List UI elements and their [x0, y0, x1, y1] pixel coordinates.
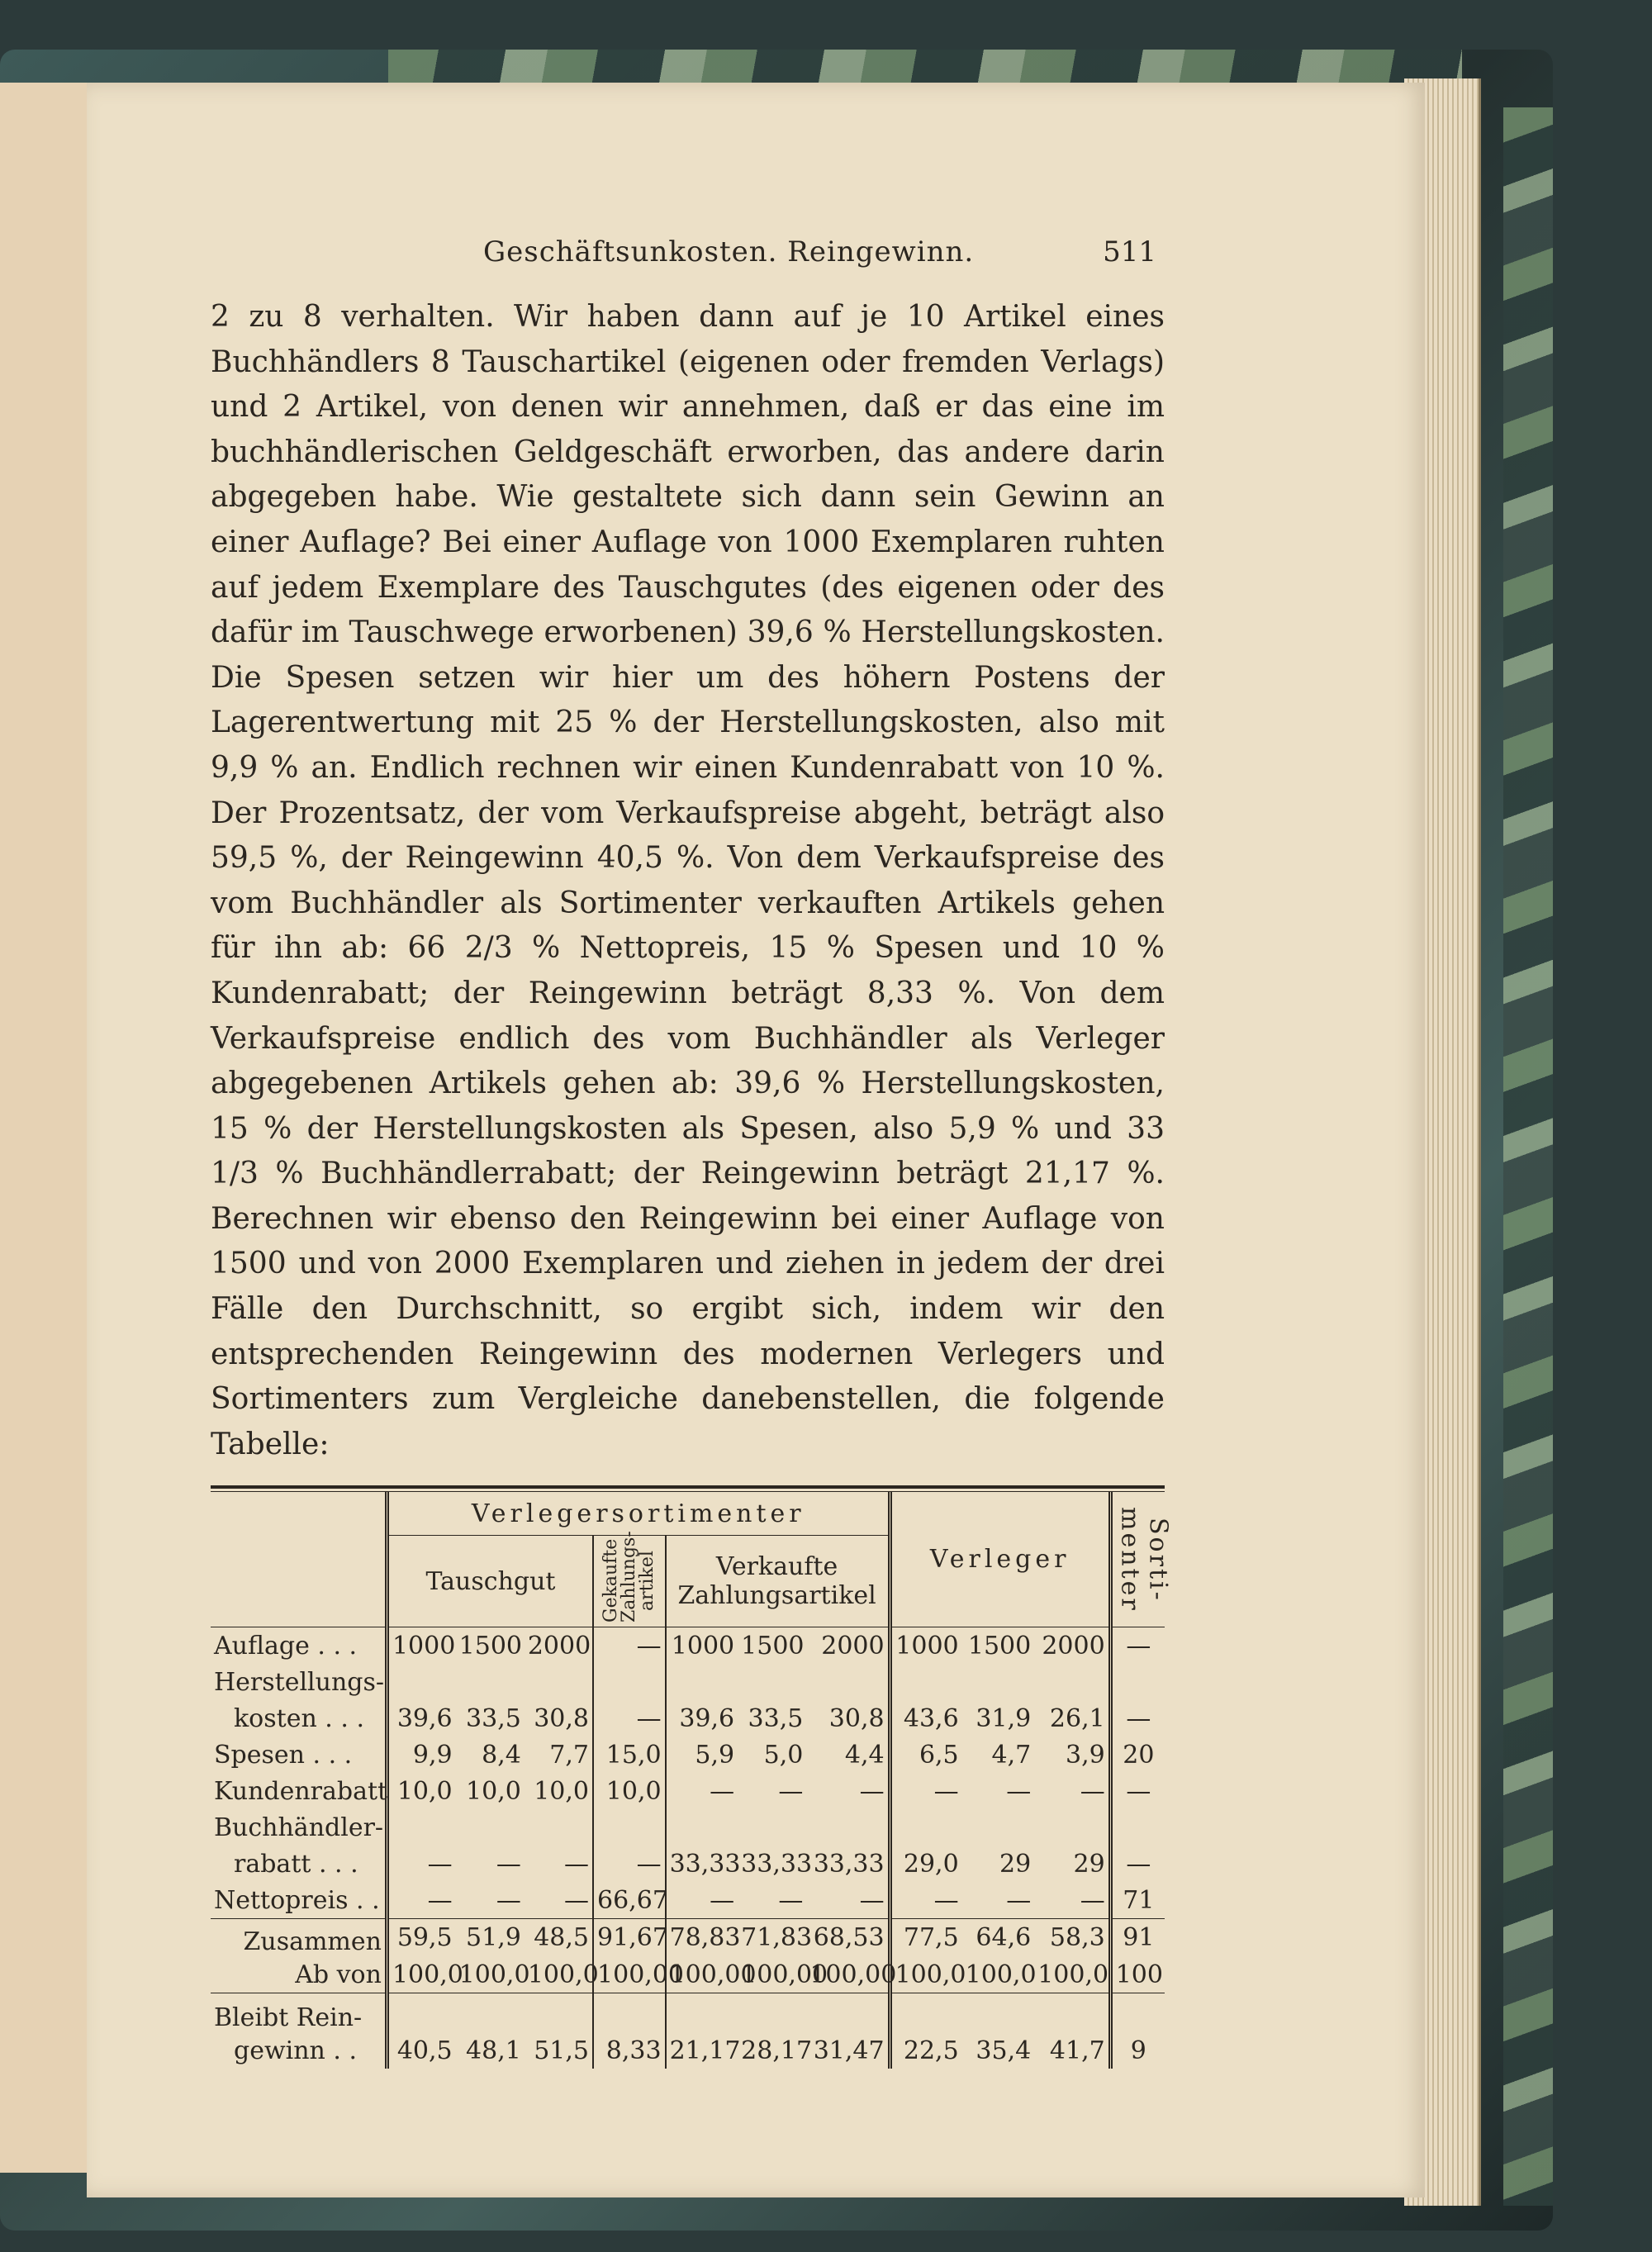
table-cell [456, 1809, 525, 1846]
table-cell [525, 1993, 593, 2033]
table-cell [1110, 1809, 1165, 1846]
table-row [211, 1627, 1165, 1665]
table-cell: 8,33 [593, 2032, 666, 2069]
table-row [211, 1809, 1165, 1846]
table-cell: 29,0 [890, 1846, 962, 1882]
table-cell: — [387, 1882, 455, 1919]
table-cell: 21,17 [666, 2032, 738, 2069]
table-cell [1110, 1664, 1165, 1700]
table-cell: — [1110, 1773, 1165, 1809]
table-cell: 39,6 [387, 1700, 455, 1737]
table-row [211, 1773, 1165, 1809]
table-row [211, 1993, 1165, 2033]
header-blank [211, 1492, 387, 1627]
table-cell [456, 1664, 525, 1700]
table-cell: 9,9 [387, 1737, 455, 1773]
table-cell: 48,5 [525, 1919, 593, 1957]
table-row [211, 1882, 1165, 1919]
table-cell [593, 1809, 666, 1846]
table-cell [806, 1993, 890, 2033]
table-cell [738, 1993, 806, 2033]
table-cell [738, 1809, 806, 1846]
table-cell: — [1110, 1700, 1165, 1737]
table-cell: — [890, 1773, 962, 1809]
running-header [211, 235, 1165, 277]
table-cell: 78,83 [666, 1919, 738, 1957]
table-cell: 22,5 [890, 2032, 962, 2069]
table-cell: 100,0 [890, 1956, 962, 1993]
table-cell [387, 1809, 455, 1846]
gekaufte-label: Gekaufte Zahlungs- artikel [600, 1531, 657, 1623]
table-cell [806, 1664, 890, 1700]
table-cell: 71 [1110, 1882, 1165, 1919]
table-cell: 1000 [666, 1627, 738, 1665]
table-cell: 2000 [821, 1631, 885, 1660]
sortimenter-label: Sorti- menter [1115, 1507, 1173, 1613]
row-label: Zusammen [211, 1919, 387, 1957]
table-row [211, 1846, 1165, 1882]
table-cell: 8,4 [482, 1740, 521, 1770]
table-cell: 10,0 [593, 1773, 666, 1809]
header-sortimenter [1110, 1492, 1173, 1627]
table-cell: 71,83 [738, 1919, 806, 1957]
table-cell: 40,5 [387, 2032, 455, 2069]
table-cell: 91 [1110, 1919, 1165, 1957]
table-cell: — [778, 1885, 804, 1915]
table-cell: — [496, 1849, 521, 1879]
table-cell: — [890, 1882, 962, 1919]
table-cell: — [1110, 1627, 1165, 1665]
table-row [211, 2032, 1165, 2069]
table-cell [525, 1809, 593, 1846]
table-cell: 100,0 [1037, 1960, 1109, 1989]
table-cell: — [564, 1849, 590, 1879]
row-label: Bleibt Rein- [211, 1993, 387, 2033]
table-row [211, 1919, 1165, 1957]
table-sum-rows [211, 1919, 1165, 1993]
table-cell: 51,5 [534, 2036, 590, 2065]
table-cell: 30,8 [828, 1703, 885, 1733]
row-label: Ab von [295, 1960, 382, 1989]
table-cell: 100,00 [666, 1956, 738, 1993]
table-main-rows [211, 1627, 1165, 1919]
table-cell: 15,0 [593, 1737, 666, 1773]
table-cell: 33,33 [666, 1846, 738, 1882]
table-cell: 1000 [890, 1627, 962, 1665]
table-cell: — [778, 1776, 804, 1806]
table-cell: 31,9 [976, 1703, 1032, 1733]
table-cell: 58,3 [1034, 1919, 1110, 1957]
table-cell [387, 1664, 455, 1700]
table-cell: 7,7 [549, 1740, 590, 1770]
table-cell: 10,0 [387, 1773, 455, 1809]
row-label: gewinn . . [234, 2036, 358, 2065]
row-label: rabatt . . . [234, 1849, 358, 1879]
table-cell [890, 1993, 962, 2033]
table-cell: — [593, 1846, 666, 1882]
table-cell: 100,0 [965, 1960, 1037, 1989]
table-cell: — [859, 1776, 885, 1806]
table-cell: — [666, 1882, 738, 1919]
table-cell: 48,1 [466, 2036, 521, 2065]
table-cell [962, 1809, 1035, 1846]
running-title: Geschäftsunkosten. Reingewinn. [483, 235, 975, 268]
table-row [211, 1737, 1165, 1773]
table-cell: 4,4 [844, 1740, 885, 1770]
table-cell: 68,53 [806, 1919, 890, 1957]
table-cell: 51,9 [456, 1919, 525, 1957]
table-cell: — [593, 1700, 666, 1737]
table-cell: 2000 [527, 1631, 591, 1660]
table-cell [1034, 1809, 1110, 1846]
header-verkaufte: Verkaufte Zahlungsartikel [666, 1536, 890, 1627]
row-label: Spesen . . . [214, 1740, 353, 1770]
table-cell: — [1110, 1846, 1165, 1882]
table-cell: 77,5 [890, 1919, 962, 1957]
table-cell: — [387, 1846, 455, 1882]
table-cell: 43,6 [890, 1700, 962, 1737]
row-label: Kundenrabatt [214, 1776, 388, 1806]
table-cell: — [859, 1885, 885, 1915]
row-label: Nettopreis . . [214, 1885, 380, 1915]
table-final-rows [211, 1993, 1165, 2069]
table-cell [962, 1993, 1035, 2033]
table-cell: 100,0 [527, 1960, 599, 1989]
table-cell [1034, 1664, 1110, 1700]
left-page-edge [0, 83, 88, 2173]
table-cell: — [666, 1773, 738, 1809]
table-cell: 6,5 [890, 1737, 962, 1773]
table-cell: 100,00 [741, 1960, 828, 1989]
body-paragraph: 2 zu 8 verhalten. Wir haben dann auf je 10 Artikel eines Buchhändlers 8 Tauschartikel (eigenen oder fremden Verlags) und 2 Artikel, von denen wir annehmen, daß er das eine im buchhändlerischen Geldgeschäft erworben, das andere darin abgegeben habe. Wie gestaltete sich dann sein Gewinn an einer Auflage? Bei einer Auflage von 1000 Exemplaren ruhten auf jedem Exemplare des Tauschgutes (des eigenen oder des dafür im Tauschwege erworbenen) 39,6 % Herstellungskosten. Die Spesen setzen wir hier um des höhern Postens der Lagerentwertung mit 25 % der Herstellungskosten, also mit 9,9 % an. Endlich rechnen wir einen Kundenrabatt von 10 %. Der Prozentsatz, der vom Verkaufspreise abgeht, beträgt also 59,5 %, der Reingewinn 40,5 %. Von dem Verkaufspreise des vom Buchhändler als Sortimenter verkauften Artikels gehen für ihn ab: 66 2/3 % Nettopreis, 15 % Spesen und 10 % Kundenrabatt; der Reingewinn beträgt 8,33 %. Von dem Verkaufspreise endlich des vom Buchhändler als Verleger abgegebenen Artikels gehen ab: 39,6 % Herstellungskosten, 15 % der Herstellungskosten als Spesen, also 5,9 % und 33 1/3 % Buchhändlerrabatt; der Reingewinn beträgt 21,17 %. Berechnen wir ebenso den Reingewinn bei einer Auflage von 1500 und von 2000 Exemplaren und ziehen in jedem der drei Fälle den Durchschnitt, so ergibt sich, indem wir den entsprechenden Reingewinn des modernen Verlegers und Sortimenters zum Vergleiche danebenstellen, die folgende Tabelle: [211, 300, 1165, 1461]
table-cell [890, 1809, 962, 1846]
comparison-table [211, 1492, 1173, 2069]
page-number: 511 [1103, 235, 1156, 268]
table-cell: 59,5 [387, 1919, 455, 1957]
header-tauschgut: Tauschgut [387, 1536, 593, 1627]
table-cell: — [564, 1885, 590, 1915]
table-cell: 29 [999, 1849, 1032, 1879]
table-cell: — [593, 1627, 666, 1665]
table-cell: 20 [1110, 1737, 1165, 1773]
table-row [211, 1664, 1165, 1700]
table-cell: 3,9 [1065, 1740, 1105, 1770]
table-cell: 1000 [387, 1627, 455, 1665]
table-cell [666, 1993, 738, 2033]
table-cell: 4,7 [991, 1740, 1032, 1770]
table-cell: 9 [1110, 2032, 1165, 2069]
table-cell: — [1080, 1776, 1105, 1806]
table-cell: 33,5 [466, 1703, 521, 1733]
table-cell: 64,6 [962, 1919, 1035, 1957]
table-cell: 39,6 [666, 1700, 738, 1737]
table-cell [738, 1664, 806, 1700]
row-label: Auflage . . . [214, 1631, 358, 1660]
table-cell: 35,4 [976, 2036, 1032, 2065]
table-cell [1110, 1993, 1165, 2033]
table-cell: — [1006, 1776, 1032, 1806]
header-verleger: Verleger [890, 1492, 1110, 1627]
page-content [211, 235, 1173, 2069]
row-label: Buchhändler- [214, 1813, 384, 1842]
table-cell: 30,8 [534, 1703, 590, 1733]
table-cell: 33,5 [748, 1703, 804, 1733]
table-cell [962, 1664, 1035, 1700]
table-cell [593, 1664, 666, 1700]
table-cell [806, 1809, 890, 1846]
table-top-rule [211, 1485, 1165, 1492]
table-cell: 41,7 [1049, 2036, 1105, 2065]
table-row [211, 1700, 1165, 1737]
table-cell: 33,33 [813, 1849, 885, 1879]
table-cell: 10,0 [466, 1776, 521, 1806]
table-cell [666, 1664, 738, 1700]
table-cell: 1500 [967, 1631, 1032, 1660]
table-cell [593, 1993, 666, 2033]
table-cell: — [1080, 1885, 1105, 1915]
table-cell: 1500 [741, 1631, 805, 1660]
table-row [211, 1956, 1165, 1993]
table-cell: 5,9 [666, 1737, 738, 1773]
table-cell [387, 1993, 455, 2033]
row-label: kosten . . . [234, 1703, 364, 1733]
marbled-edge-right [1503, 107, 1553, 2206]
table-cell: 1500 [458, 1631, 522, 1660]
table-cell: 91,67 [593, 1919, 666, 1957]
table-cell [1034, 1993, 1110, 2033]
table-cell: 33,33 [741, 1849, 813, 1879]
table-cell: 26,1 [1049, 1703, 1105, 1733]
table-cell: 10,0 [534, 1776, 590, 1806]
header-gekaufte [593, 1531, 666, 1627]
table-cell: 100 [1110, 1956, 1165, 1993]
table-cell: 5,0 [763, 1740, 804, 1770]
table-cell: 2000 [1042, 1631, 1105, 1660]
table-cell [666, 1809, 738, 1846]
row-label: Herstellungs- [214, 1667, 385, 1697]
table-cell [525, 1664, 593, 1700]
table-cell: 100,0 [458, 1960, 530, 1989]
table-cell: 100,0 [387, 1956, 455, 1993]
table-cell: — [496, 1885, 521, 1915]
table-cell: 29 [1073, 1849, 1105, 1879]
table-cell [456, 1993, 525, 2033]
table-cell: 100,00 [593, 1956, 666, 1993]
header-verlegersortimenter: Verlegersortimenter [387, 1492, 890, 1536]
table-cell: — [1006, 1885, 1032, 1915]
table-cell: 100,00 [809, 1960, 897, 1989]
table-cell [890, 1664, 962, 1700]
table-cell: 66,67 [593, 1882, 666, 1919]
table-cell: 31,47 [813, 2036, 885, 2065]
table-cell: 28,17 [741, 2036, 813, 2065]
marbled-edge-top [388, 50, 1462, 83]
